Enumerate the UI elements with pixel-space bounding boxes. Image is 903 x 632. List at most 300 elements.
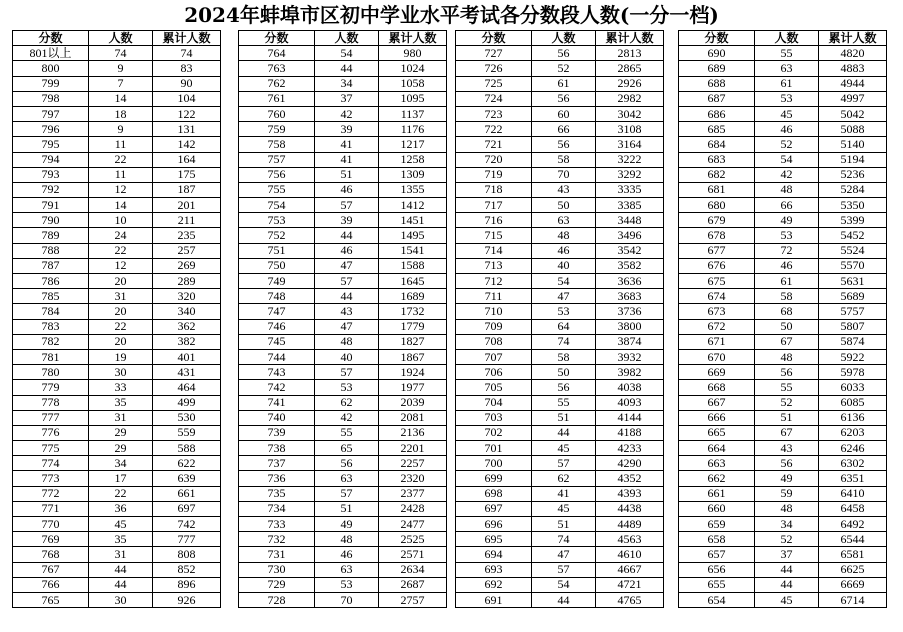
table-row bbox=[456, 228, 664, 243]
page-title: 2024年蚌埠市区初中学业水平考试各分数段人数(一分一档) bbox=[184, 3, 719, 27]
table-row bbox=[239, 334, 447, 349]
cumulative-cell: 1451 bbox=[379, 213, 447, 228]
count-cell: 46 bbox=[315, 547, 379, 562]
count-cell: 19 bbox=[89, 349, 153, 364]
cumulative-cell: 2571 bbox=[379, 547, 447, 562]
score-cell: 752 bbox=[239, 228, 315, 243]
count-cell: 30 bbox=[89, 365, 153, 380]
count-cell: 47 bbox=[315, 258, 379, 273]
cumulative-cell: 661 bbox=[153, 486, 221, 501]
cumulative-cell: 1217 bbox=[379, 137, 447, 152]
table-row bbox=[456, 258, 664, 273]
cumulative-cell: 3385 bbox=[596, 198, 664, 213]
count-cell: 66 bbox=[532, 122, 596, 137]
score-cell: 761 bbox=[239, 91, 315, 106]
table-row bbox=[456, 365, 664, 380]
cumulative-cell: 980 bbox=[379, 46, 447, 61]
score-cell: 722 bbox=[456, 122, 532, 137]
table-header-row bbox=[679, 31, 887, 46]
cumulative-cell: 4820 bbox=[819, 46, 887, 61]
table-row bbox=[239, 304, 447, 319]
count-cell: 54 bbox=[532, 274, 596, 289]
cumulative-cell: 3582 bbox=[596, 258, 664, 273]
count-cell: 36 bbox=[89, 501, 153, 516]
score-cell: 785 bbox=[13, 289, 89, 304]
cumulative-cell: 211 bbox=[153, 213, 221, 228]
cumulative-cell: 6246 bbox=[819, 441, 887, 456]
score-cell: 770 bbox=[13, 517, 89, 532]
count-cell: 14 bbox=[89, 198, 153, 213]
cumulative-cell: 4352 bbox=[596, 471, 664, 486]
cumulative-cell: 2982 bbox=[596, 91, 664, 106]
score-cell: 666 bbox=[679, 410, 755, 425]
count-cell: 57 bbox=[532, 562, 596, 577]
table-row bbox=[239, 486, 447, 501]
count-cell: 53 bbox=[755, 228, 819, 243]
count-cell: 17 bbox=[89, 471, 153, 486]
score-cell: 713 bbox=[456, 258, 532, 273]
score-cell: 673 bbox=[679, 304, 755, 319]
count-cell: 74 bbox=[532, 532, 596, 547]
table-row bbox=[13, 243, 221, 258]
header-cumulative: 累计人数 bbox=[596, 31, 664, 46]
score-cell: 691 bbox=[456, 592, 532, 607]
score-cell: 684 bbox=[679, 137, 755, 152]
count-cell: 39 bbox=[315, 213, 379, 228]
cumulative-cell: 3636 bbox=[596, 274, 664, 289]
count-cell: 56 bbox=[755, 365, 819, 380]
cumulative-cell: 201 bbox=[153, 198, 221, 213]
table-row bbox=[239, 380, 447, 395]
count-cell: 20 bbox=[89, 304, 153, 319]
table-row bbox=[13, 167, 221, 182]
count-cell: 7 bbox=[89, 76, 153, 91]
score-cell: 773 bbox=[13, 471, 89, 486]
header-count: 人数 bbox=[755, 31, 819, 46]
table-row bbox=[239, 425, 447, 440]
score-cell: 669 bbox=[679, 365, 755, 380]
count-cell: 50 bbox=[532, 365, 596, 380]
score-cell: 800 bbox=[13, 61, 89, 76]
header-score: 分数 bbox=[456, 31, 532, 46]
score-cell: 687 bbox=[679, 91, 755, 106]
table-row bbox=[679, 76, 887, 91]
table-row bbox=[679, 501, 887, 516]
table-row bbox=[679, 592, 887, 607]
cumulative-cell: 559 bbox=[153, 425, 221, 440]
table-row bbox=[679, 547, 887, 562]
score-cell: 782 bbox=[13, 334, 89, 349]
count-cell: 66 bbox=[755, 198, 819, 213]
table-row bbox=[679, 213, 887, 228]
cumulative-cell: 588 bbox=[153, 441, 221, 456]
cumulative-cell: 4883 bbox=[819, 61, 887, 76]
score-cell: 714 bbox=[456, 243, 532, 258]
count-cell: 58 bbox=[532, 152, 596, 167]
table-row bbox=[456, 334, 664, 349]
count-cell: 44 bbox=[755, 562, 819, 577]
cumulative-cell: 2757 bbox=[379, 592, 447, 607]
count-cell: 46 bbox=[315, 182, 379, 197]
score-cell: 675 bbox=[679, 274, 755, 289]
cumulative-cell: 3042 bbox=[596, 106, 664, 121]
score-cell: 680 bbox=[679, 198, 755, 213]
count-cell: 49 bbox=[755, 471, 819, 486]
cumulative-cell: 4093 bbox=[596, 395, 664, 410]
count-cell: 57 bbox=[315, 198, 379, 213]
cumulative-cell: 2813 bbox=[596, 46, 664, 61]
count-cell: 58 bbox=[532, 349, 596, 364]
score-cell: 789 bbox=[13, 228, 89, 243]
count-cell: 10 bbox=[89, 213, 153, 228]
cumulative-cell: 4721 bbox=[596, 577, 664, 592]
table-row bbox=[679, 517, 887, 532]
table-row bbox=[679, 471, 887, 486]
score-cell: 710 bbox=[456, 304, 532, 319]
table-row bbox=[13, 592, 221, 607]
cumulative-cell: 1689 bbox=[379, 289, 447, 304]
table-row bbox=[456, 76, 664, 91]
score-cell: 695 bbox=[456, 532, 532, 547]
count-cell: 41 bbox=[532, 486, 596, 501]
count-cell: 41 bbox=[315, 152, 379, 167]
cumulative-cell: 4489 bbox=[596, 517, 664, 532]
score-cell: 689 bbox=[679, 61, 755, 76]
table-row bbox=[456, 152, 664, 167]
score-cell: 672 bbox=[679, 319, 755, 334]
table-header-row bbox=[456, 31, 664, 46]
table-row bbox=[456, 441, 664, 456]
table-row bbox=[679, 441, 887, 456]
cumulative-cell: 74 bbox=[153, 46, 221, 61]
table-row bbox=[239, 76, 447, 91]
table-row bbox=[239, 592, 447, 607]
score-cell: 670 bbox=[679, 349, 755, 364]
count-cell: 63 bbox=[315, 562, 379, 577]
count-cell: 34 bbox=[755, 517, 819, 532]
count-cell: 20 bbox=[89, 274, 153, 289]
score-cell: 668 bbox=[679, 380, 755, 395]
count-cell: 55 bbox=[315, 425, 379, 440]
table-row bbox=[13, 289, 221, 304]
cumulative-cell: 6203 bbox=[819, 425, 887, 440]
count-cell: 47 bbox=[532, 289, 596, 304]
score-cell: 787 bbox=[13, 258, 89, 273]
score-cell: 731 bbox=[239, 547, 315, 562]
cumulative-cell: 1412 bbox=[379, 198, 447, 213]
cumulative-cell: 4765 bbox=[596, 592, 664, 607]
cumulative-cell: 2201 bbox=[379, 441, 447, 456]
count-cell: 22 bbox=[89, 319, 153, 334]
count-cell: 44 bbox=[755, 577, 819, 592]
count-cell: 61 bbox=[755, 274, 819, 289]
table-row bbox=[679, 289, 887, 304]
count-cell: 63 bbox=[315, 471, 379, 486]
count-cell: 60 bbox=[532, 106, 596, 121]
cumulative-cell: 2525 bbox=[379, 532, 447, 547]
count-cell: 56 bbox=[532, 91, 596, 106]
table-row bbox=[239, 410, 447, 425]
score-cell: 759 bbox=[239, 122, 315, 137]
count-cell: 57 bbox=[315, 365, 379, 380]
cumulative-cell: 235 bbox=[153, 228, 221, 243]
score-cell: 751 bbox=[239, 243, 315, 258]
cumulative-cell: 742 bbox=[153, 517, 221, 532]
score-cell: 780 bbox=[13, 365, 89, 380]
score-cell: 724 bbox=[456, 91, 532, 106]
count-cell: 42 bbox=[755, 167, 819, 182]
count-cell: 51 bbox=[315, 501, 379, 516]
score-cell: 674 bbox=[679, 289, 755, 304]
cumulative-cell: 5140 bbox=[819, 137, 887, 152]
score-cell: 693 bbox=[456, 562, 532, 577]
table-row bbox=[456, 425, 664, 440]
table-row bbox=[679, 380, 887, 395]
table-row bbox=[13, 425, 221, 440]
table-row bbox=[13, 410, 221, 425]
table-row bbox=[456, 106, 664, 121]
cumulative-cell: 1779 bbox=[379, 319, 447, 334]
table-row bbox=[239, 471, 447, 486]
table-row bbox=[679, 334, 887, 349]
score-cell: 676 bbox=[679, 258, 755, 273]
cumulative-cell: 122 bbox=[153, 106, 221, 121]
count-cell: 40 bbox=[532, 258, 596, 273]
score-cell: 784 bbox=[13, 304, 89, 319]
table-row bbox=[239, 517, 447, 532]
table-row bbox=[13, 213, 221, 228]
table-row bbox=[456, 486, 664, 501]
count-cell: 22 bbox=[89, 243, 153, 258]
score-cell: 729 bbox=[239, 577, 315, 592]
count-cell: 41 bbox=[315, 137, 379, 152]
count-cell: 51 bbox=[755, 410, 819, 425]
table-row bbox=[679, 349, 887, 364]
count-cell: 62 bbox=[315, 395, 379, 410]
count-cell: 12 bbox=[89, 182, 153, 197]
score-cell: 793 bbox=[13, 167, 89, 182]
count-cell: 45 bbox=[755, 106, 819, 121]
table-row bbox=[679, 91, 887, 106]
score-cell: 661 bbox=[679, 486, 755, 501]
cumulative-cell: 2320 bbox=[379, 471, 447, 486]
cumulative-cell: 5284 bbox=[819, 182, 887, 197]
table-row bbox=[239, 137, 447, 152]
count-cell: 48 bbox=[755, 182, 819, 197]
table-row bbox=[13, 334, 221, 349]
cumulative-cell: 1977 bbox=[379, 380, 447, 395]
table-row bbox=[456, 319, 664, 334]
cumulative-cell: 808 bbox=[153, 547, 221, 562]
cumulative-cell: 5757 bbox=[819, 304, 887, 319]
score-cell: 775 bbox=[13, 441, 89, 456]
count-cell: 37 bbox=[315, 91, 379, 106]
cumulative-cell: 3542 bbox=[596, 243, 664, 258]
count-cell: 61 bbox=[755, 76, 819, 91]
cumulative-cell: 697 bbox=[153, 501, 221, 516]
count-cell: 20 bbox=[89, 334, 153, 349]
count-cell: 52 bbox=[755, 137, 819, 152]
score-cell: 660 bbox=[679, 501, 755, 516]
cumulative-cell: 6544 bbox=[819, 532, 887, 547]
cumulative-cell: 622 bbox=[153, 456, 221, 471]
cumulative-cell: 164 bbox=[153, 152, 221, 167]
cumulative-cell: 289 bbox=[153, 274, 221, 289]
score-cell: 737 bbox=[239, 456, 315, 471]
count-cell: 47 bbox=[315, 319, 379, 334]
score-cell: 764 bbox=[239, 46, 315, 61]
score-cell: 757 bbox=[239, 152, 315, 167]
score-cell: 681 bbox=[679, 182, 755, 197]
count-cell: 68 bbox=[755, 304, 819, 319]
count-cell: 56 bbox=[532, 137, 596, 152]
count-cell: 24 bbox=[89, 228, 153, 243]
cumulative-cell: 104 bbox=[153, 91, 221, 106]
count-cell: 58 bbox=[755, 289, 819, 304]
cumulative-cell: 852 bbox=[153, 562, 221, 577]
score-cell: 776 bbox=[13, 425, 89, 440]
score-cell: 721 bbox=[456, 137, 532, 152]
cumulative-cell: 3164 bbox=[596, 137, 664, 152]
table-row bbox=[456, 577, 664, 592]
count-cell: 29 bbox=[89, 441, 153, 456]
table-row bbox=[13, 228, 221, 243]
table-row bbox=[239, 91, 447, 106]
table-row bbox=[456, 592, 664, 607]
table-row bbox=[679, 106, 887, 121]
score-cell: 791 bbox=[13, 198, 89, 213]
table-row bbox=[239, 122, 447, 137]
table-row bbox=[456, 91, 664, 106]
cumulative-cell: 6410 bbox=[819, 486, 887, 501]
score-cell: 783 bbox=[13, 319, 89, 334]
cumulative-cell: 5088 bbox=[819, 122, 887, 137]
table-row bbox=[239, 182, 447, 197]
score-cell: 700 bbox=[456, 456, 532, 471]
table-row bbox=[456, 122, 664, 137]
score-cell: 798 bbox=[13, 91, 89, 106]
table-row bbox=[239, 198, 447, 213]
score-cell: 712 bbox=[456, 274, 532, 289]
table-row bbox=[679, 410, 887, 425]
score-cell: 756 bbox=[239, 167, 315, 182]
count-cell: 48 bbox=[755, 349, 819, 364]
table-row bbox=[679, 486, 887, 501]
score-cell: 792 bbox=[13, 182, 89, 197]
score-cell: 738 bbox=[239, 441, 315, 456]
table-row bbox=[13, 517, 221, 532]
score-cell: 656 bbox=[679, 562, 755, 577]
score-cell: 664 bbox=[679, 441, 755, 456]
table-row bbox=[456, 410, 664, 425]
table-row bbox=[679, 319, 887, 334]
cumulative-cell: 3683 bbox=[596, 289, 664, 304]
cumulative-cell: 6351 bbox=[819, 471, 887, 486]
cumulative-cell: 4233 bbox=[596, 441, 664, 456]
table-row bbox=[679, 122, 887, 137]
cumulative-cell: 5452 bbox=[819, 228, 887, 243]
score-cell: 747 bbox=[239, 304, 315, 319]
table-row bbox=[679, 425, 887, 440]
table-row bbox=[456, 547, 664, 562]
table-row bbox=[239, 289, 447, 304]
score-cell: 735 bbox=[239, 486, 315, 501]
count-cell: 46 bbox=[755, 258, 819, 273]
score-cell: 705 bbox=[456, 380, 532, 395]
cumulative-cell: 1355 bbox=[379, 182, 447, 197]
score-cell: 690 bbox=[679, 46, 755, 61]
count-cell: 44 bbox=[315, 228, 379, 243]
count-cell: 30 bbox=[89, 592, 153, 607]
count-cell: 40 bbox=[315, 349, 379, 364]
cumulative-cell: 3335 bbox=[596, 182, 664, 197]
cumulative-cell: 6581 bbox=[819, 547, 887, 562]
count-cell: 56 bbox=[532, 46, 596, 61]
cumulative-cell: 530 bbox=[153, 410, 221, 425]
table-row bbox=[239, 152, 447, 167]
score-cell: 703 bbox=[456, 410, 532, 425]
cumulative-cell: 6669 bbox=[819, 577, 887, 592]
cumulative-cell: 2477 bbox=[379, 517, 447, 532]
cumulative-cell: 382 bbox=[153, 334, 221, 349]
count-cell: 49 bbox=[315, 517, 379, 532]
table-row bbox=[13, 319, 221, 334]
table-row bbox=[13, 365, 221, 380]
score-cell: 772 bbox=[13, 486, 89, 501]
count-cell: 47 bbox=[532, 547, 596, 562]
count-cell: 56 bbox=[755, 456, 819, 471]
cumulative-cell: 257 bbox=[153, 243, 221, 258]
table-row bbox=[679, 243, 887, 258]
score-table-2 bbox=[238, 30, 447, 608]
count-cell: 35 bbox=[89, 532, 153, 547]
count-cell: 43 bbox=[532, 182, 596, 197]
cumulative-cell: 1924 bbox=[379, 365, 447, 380]
table-row bbox=[13, 182, 221, 197]
table-row bbox=[456, 380, 664, 395]
score-cell: 730 bbox=[239, 562, 315, 577]
count-cell: 51 bbox=[315, 167, 379, 182]
count-cell: 22 bbox=[89, 152, 153, 167]
cumulative-cell: 1024 bbox=[379, 61, 447, 76]
cumulative-cell: 1867 bbox=[379, 349, 447, 364]
cumulative-cell: 2136 bbox=[379, 425, 447, 440]
count-cell: 44 bbox=[532, 425, 596, 440]
table-row bbox=[679, 562, 887, 577]
count-cell: 50 bbox=[755, 319, 819, 334]
table-row bbox=[13, 122, 221, 137]
count-cell: 48 bbox=[315, 334, 379, 349]
count-cell: 57 bbox=[532, 456, 596, 471]
table-row bbox=[679, 167, 887, 182]
cumulative-cell: 639 bbox=[153, 471, 221, 486]
count-cell: 51 bbox=[532, 410, 596, 425]
count-cell: 56 bbox=[315, 456, 379, 471]
count-cell: 37 bbox=[755, 547, 819, 562]
table-row bbox=[239, 456, 447, 471]
table-row bbox=[13, 198, 221, 213]
count-cell: 9 bbox=[89, 122, 153, 137]
count-cell: 46 bbox=[532, 243, 596, 258]
score-cell: 758 bbox=[239, 137, 315, 152]
cumulative-cell: 5524 bbox=[819, 243, 887, 258]
cumulative-cell: 2081 bbox=[379, 410, 447, 425]
count-cell: 9 bbox=[89, 61, 153, 76]
cumulative-cell: 4290 bbox=[596, 456, 664, 471]
count-cell: 29 bbox=[89, 425, 153, 440]
table-row bbox=[13, 577, 221, 592]
cumulative-cell: 131 bbox=[153, 122, 221, 137]
